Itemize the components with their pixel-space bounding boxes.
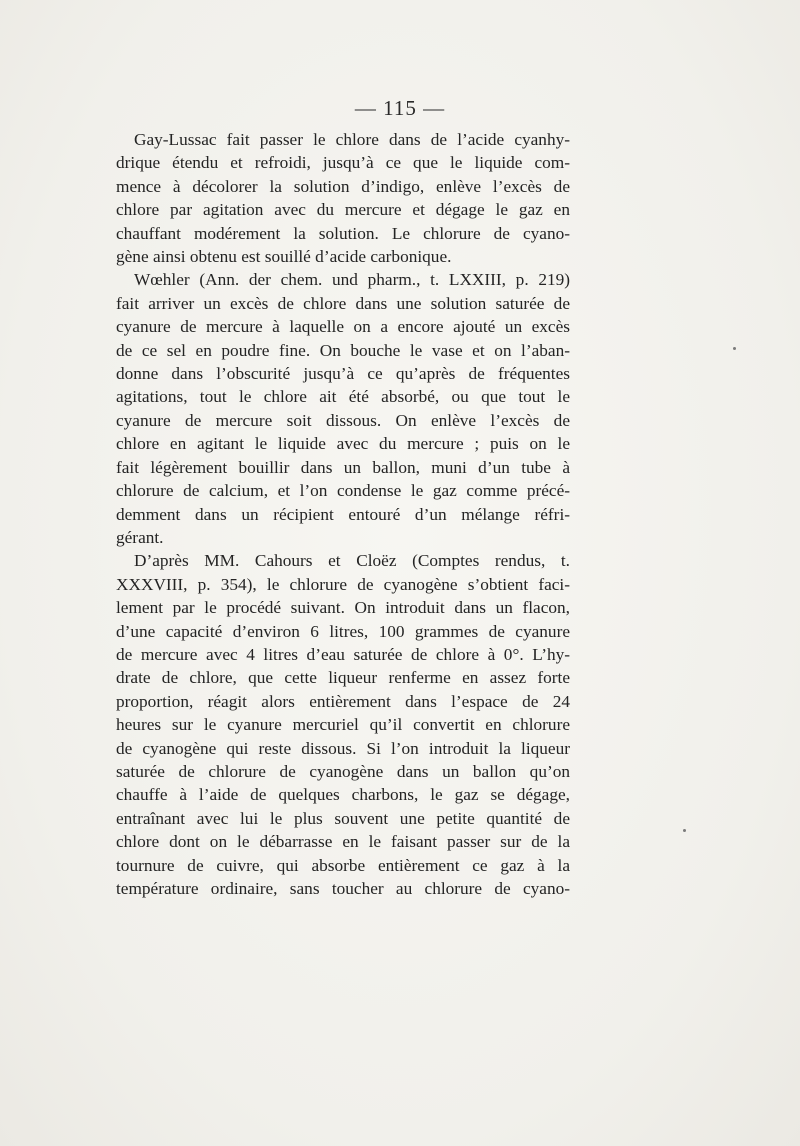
text-line: heures sur le cyanure mercuriel qu’il convertit en chlorure [116,715,570,735]
text-line: D’après MM. Cahours et Cloëz (Comptes rendus, t. [134,551,570,571]
text-line: fait arriver un excès de chlore dans une solution saturée de [116,293,570,313]
paper-speck [683,829,686,832]
text-line: lement par le procédé suivant. On introduit dans un flacon, [116,598,570,618]
text-line: chlore en agitant le liquide avec du mercure ; puis on le [116,434,570,454]
text-line: tournure de cuivre, qui absorbe entièrement ce gaz à la [116,855,570,875]
text-line: cyanure de mercure soit dissous. On enlève l’excès de [116,410,570,430]
paper-speck [733,347,736,350]
text-line: chlore dont on le débarrasse en le faisant passer sur de la [116,832,570,852]
text-line: donne dans l’obscurité jusqu’à ce qu’après de fréquentes [116,364,570,384]
text-line: d’une capacité d’environ 6 litres, 100 grammes de cyanure [116,621,570,641]
text-line: de mercure avec 4 litres d’eau saturée de chlore à 0°. L’hy- [116,644,570,664]
text-line: chauffe à l’aide de quelques charbons, le gaz se dégage, [116,785,570,805]
text-line: mence à décolorer la solution d’indigo, enlève l’excès de [116,176,570,196]
text-line: proportion, réagit alors entièrement dans l’espace de 24 [116,691,570,711]
paragraph-1 [116,128,570,268]
text-line: chauffant modérement la solution. Le chlorure de cyano- [116,223,570,243]
text-line: température ordinaire, sans toucher au chlorure de cyano- [116,879,570,898]
text-line: entraînant avec lui le plus souvent une petite quantité de [116,808,570,828]
text-line: Gay-Lussac fait passer le chlore dans de l’acide cyanhy- [134,130,570,149]
text-line: fait légèrement bouillir dans un ballon, muni d’un tube à [116,457,570,477]
paragraph-2 [116,268,570,549]
text-line: XXXVIII, p. 354), le chlorure de cyanogène s’obtient faci- [116,574,570,594]
page-number: — 115 — [354,96,446,120]
text-line: gérant. [116,527,164,547]
text-line: drique étendu et refroidi, jusqu’à ce que le liquide com- [116,153,570,173]
text-line: de ce sel en poudre fine. On bouche le vase et on l’aban- [116,340,570,360]
text-line: de cyanogène qui reste dissous. Si l’on introduit la liqueur [116,738,570,758]
paragraph-3 [116,549,570,900]
text-line: chlorure de calcium, et l’on condense le gaz comme précé- [116,481,570,501]
text-line: Wœhler (Ann. der chem. und pharm., t. LXXIII, p. 219) [134,270,570,290]
text-line: gène ainsi obtenu est souillé d’acide carbonique. [116,247,452,267]
text-line: saturée de chlorure de cyanogène dans un ballon qu’on [116,761,570,781]
text-line: agitations, tout le chlore ait été absorbé, ou que tout le [116,387,570,407]
text-line: drate de chlore, que cette liqueur renferme en assez forte [116,668,570,688]
text-line: chlore par agitation avec du mercure et dégage le gaz en [116,200,570,220]
text-line: cyanure de mercure à laquelle on a encore ajouté un excès [116,317,570,337]
text-line: demment dans un récipient entouré d’un mélange réfri- [116,504,570,524]
body-text [116,128,570,900]
